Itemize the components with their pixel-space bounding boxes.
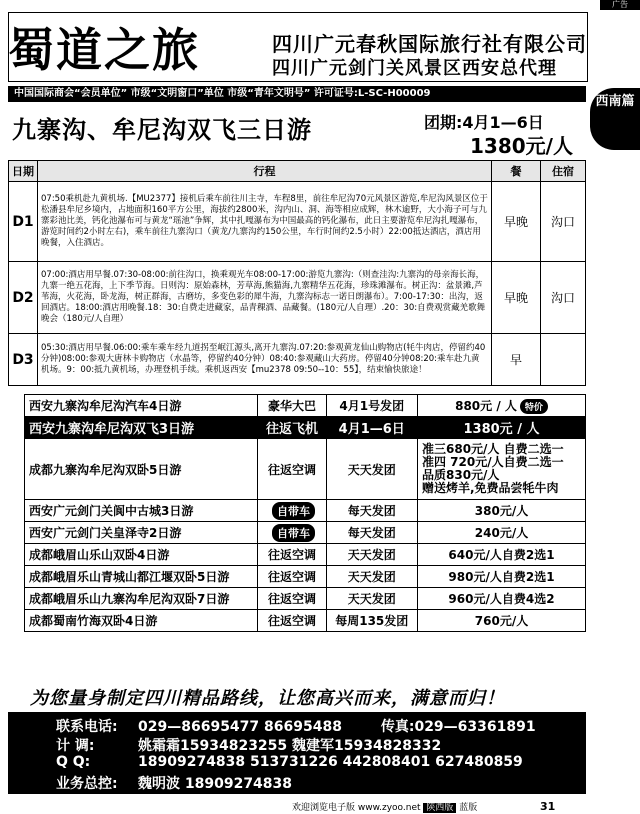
route-price-cell bbox=[418, 395, 586, 417]
brand-logo-text: 蜀道之旅 bbox=[8, 23, 200, 77]
dispatch-contacts: 姚霜霜15934823255 魏建军15934828332 bbox=[138, 738, 442, 754]
day-meal: 早晚 bbox=[492, 262, 541, 334]
day-label: D1 bbox=[9, 182, 38, 262]
fax-label: 传真: bbox=[380, 719, 415, 735]
day-meal: 早晚 bbox=[492, 182, 541, 262]
route-transport-cell bbox=[258, 500, 326, 522]
col-date: 日期 bbox=[9, 161, 38, 182]
col-meal: 餐 bbox=[492, 161, 541, 182]
route-schedule: 每天发团 bbox=[326, 522, 418, 544]
phone-label: 联系电话: bbox=[56, 719, 118, 735]
route-price: 380元/人 bbox=[418, 500, 586, 522]
tour-title: 九寨沟、牟尼沟双飞三日游 bbox=[12, 116, 312, 144]
route-schedule: 4月1号发团 bbox=[326, 395, 418, 417]
route-price: 980元/人自费2选1 bbox=[418, 566, 586, 588]
itinerary-row bbox=[9, 334, 586, 386]
company-name: 四川广元春秋国际旅行社有限公司 bbox=[272, 32, 587, 56]
route-price-multi: 准三680元/人 自费二选一 准四 720元/人自费二选一 品质830元/人 赠送烤羊,免费品尝牦牛肉 bbox=[418, 439, 586, 500]
route-schedule: 4月1—6日 bbox=[326, 417, 418, 439]
manager-label: 业务总控: bbox=[56, 776, 118, 792]
edition-label: 蓝版 bbox=[459, 803, 478, 813]
itinerary-header-row bbox=[9, 161, 586, 182]
route-row bbox=[25, 522, 586, 544]
phone-row bbox=[56, 716, 536, 736]
route-name: 西安广元剑门关阆中古城3日游 bbox=[25, 500, 258, 522]
day-description: 07:50乘机赴九黄机场.【MU2377】接机后乘车前往川主寺，车程8里，前往牟尼沟70元风景区游览,牟尼沟风景区位于松潘县牟尼乡境内，占地面积160平方公里，海拔约2800米，沟内山、洞、海等相应成辉，林木逾野，大小海子可与九寨彩池比美，钙化池瀑布可与黄龙“瑶池”争辉，其中扎嘎瀑布为中国最高的钙化瀑布，此日主要游览牟尼沟扎嘎瀑布，游览时间约2小时左右)，乘车前往九寨沟口（黄龙/九寨沟约150公里，车行时间约2.5小时）22:00抵达酒店，酒店用晚餐，入住酒店。 bbox=[38, 182, 492, 262]
itinerary-row bbox=[9, 182, 586, 262]
route-schedule: 每周135发团 bbox=[326, 610, 418, 632]
slogan: 为您量身制定四川精品路线，让您高兴而来，满意而归！ bbox=[30, 688, 505, 709]
special-offer-badge: 特价 bbox=[520, 399, 548, 414]
day-stay: 沟口 bbox=[541, 182, 586, 262]
certification-bar: 中国国际商会“会员单位” 市级“文明窗口”单位 市级“青年文明号” 许可证号:L-SC-H00009 bbox=[8, 86, 586, 102]
route-transport: 往返空调 bbox=[258, 544, 326, 566]
route-transport: 往返空调 bbox=[258, 439, 326, 500]
route-price: 880元 / 人 bbox=[455, 399, 517, 413]
route-row bbox=[25, 566, 586, 588]
footer bbox=[292, 800, 477, 813]
dispatch-row bbox=[56, 735, 441, 755]
col-route: 行程 bbox=[38, 161, 492, 182]
col-stay: 住宿 bbox=[541, 161, 586, 182]
route-row bbox=[25, 610, 586, 632]
phone-numbers: 029—86695477 86695488 bbox=[138, 719, 342, 735]
route-row bbox=[25, 395, 586, 417]
route-schedule: 天天发团 bbox=[326, 588, 418, 610]
agency-line: 四川广元剑门关风景区西安总代理 bbox=[272, 58, 557, 79]
route-transport: 往返空调 bbox=[258, 610, 326, 632]
route-name: 成都峨眉乐山青城山都江堰双卧5日游 bbox=[25, 566, 258, 588]
dispatch-label: 计 调: bbox=[56, 738, 95, 754]
contact-panel bbox=[8, 712, 586, 794]
itinerary-table bbox=[8, 160, 586, 386]
qq-label: Q Q: bbox=[56, 754, 91, 770]
day-description: 05:30:酒店用早餐.06:00:乘车乘车经九道拐至岷江源头,离开九寨沟.07:20:参观黄龙仙山购物店(牦牛肉店，停留约40分钟)08:00:参观大唐林卡购物店（水晶等，停留约40分钟）08:40:参观藏山大药房。停留40分钟08:20:乘车赴九黄机场。9：00:抵九黄机场，办理登机手续。乘机返西安【mu2378 09:50--10：55】，结束愉快旅途！ bbox=[38, 334, 492, 386]
route-transport: 往返空调 bbox=[258, 588, 326, 610]
edition-box: 陕西版 bbox=[423, 803, 456, 813]
section-tab-label: 西南篇 bbox=[595, 94, 635, 109]
route-price: 640元/人自费2选1 bbox=[418, 544, 586, 566]
route-price: 760元/人 bbox=[418, 610, 586, 632]
route-name: 成都蜀南竹海双卧4日游 bbox=[25, 610, 258, 632]
route-schedule: 天天发团 bbox=[326, 544, 418, 566]
route-name: 成都峨眉山乐山双卧4日游 bbox=[25, 544, 258, 566]
ad-tag: 广告 bbox=[600, 0, 640, 10]
own-car-badge: 自带车 bbox=[272, 524, 315, 542]
fax-number: 029—63361891 bbox=[414, 719, 536, 735]
route-name: 西安九寨沟牟尼沟汽车4日游 bbox=[25, 395, 258, 417]
route-price: 1380元 / 人 bbox=[418, 417, 586, 439]
route-row-highlight bbox=[25, 417, 586, 439]
section-tab bbox=[590, 88, 640, 150]
qq-numbers: 18909274838 513731226 442808401 627480859 bbox=[138, 754, 523, 770]
own-car-badge: 自带车 bbox=[272, 502, 315, 520]
manager-contact: 魏明波 18909274838 bbox=[138, 776, 293, 792]
itinerary-row bbox=[9, 262, 586, 334]
tour-price: 1380元/人 bbox=[470, 134, 573, 158]
route-name: 成都峨眉乐山九寨沟牟尼沟双卧7日游 bbox=[25, 588, 258, 610]
route-name: 西安广元剑门关皇泽寺2日游 bbox=[25, 522, 258, 544]
route-name: 成都九寨沟牟尼沟双卧5日游 bbox=[25, 439, 258, 500]
route-transport: 豪华大巴 bbox=[258, 395, 326, 417]
route-transport-cell bbox=[258, 522, 326, 544]
route-transport: 往返空调 bbox=[258, 566, 326, 588]
route-schedule: 天天发团 bbox=[326, 439, 418, 500]
day-meal: 早 bbox=[492, 334, 541, 386]
footer-text: 欢迎浏览电子版 www.zyoo.net bbox=[292, 803, 421, 813]
page-number: 31 bbox=[540, 800, 556, 813]
route-row bbox=[25, 544, 586, 566]
route-row bbox=[25, 500, 586, 522]
day-stay: 沟口 bbox=[541, 262, 586, 334]
route-price: 240元/人 bbox=[418, 522, 586, 544]
day-label: D3 bbox=[9, 334, 38, 386]
routes-table bbox=[24, 394, 586, 632]
route-schedule: 天天发团 bbox=[326, 566, 418, 588]
route-row bbox=[25, 588, 586, 610]
day-description: 07:00:酒店用早餐.07:30-08:00:前往沟口，换乘观光车08:00-17:00:游览九寨沟:（则查洼沟:九寨沟的母亲海长海，九寨一绝五花海，上下季节海。日则沟：原始森林，芳草海,熊猫海,九寨精华五花海，珍珠滩瀑布。树正沟：盆景滩,芦苇海，火花海，卧龙海，树正群海，古磨坊，多变色彩的犀牛海，九寨沟标志一诺日朗瀑布）。7:00-17:30：出沟，返回酒店。18:00:酒店用晚餐.18：30:自费走进藏家，品青稞酒、品藏餐。(180元/人自理）.20：30:自费观赏藏羌歌舞晚会（180元/人自理） bbox=[38, 262, 492, 334]
day-label: D2 bbox=[9, 262, 38, 334]
day-stay bbox=[541, 334, 586, 386]
route-schedule: 每天发团 bbox=[326, 500, 418, 522]
route-row bbox=[25, 439, 586, 500]
route-price: 960元/人自费4选2 bbox=[418, 588, 586, 610]
route-transport: 往返飞机 bbox=[258, 417, 326, 439]
tour-dates: 团期:4月1—6日 bbox=[424, 113, 544, 132]
qq-row bbox=[56, 754, 523, 770]
route-name: 西安九寨沟牟尼沟双飞3日游 bbox=[25, 417, 258, 439]
manager-row bbox=[56, 773, 292, 793]
